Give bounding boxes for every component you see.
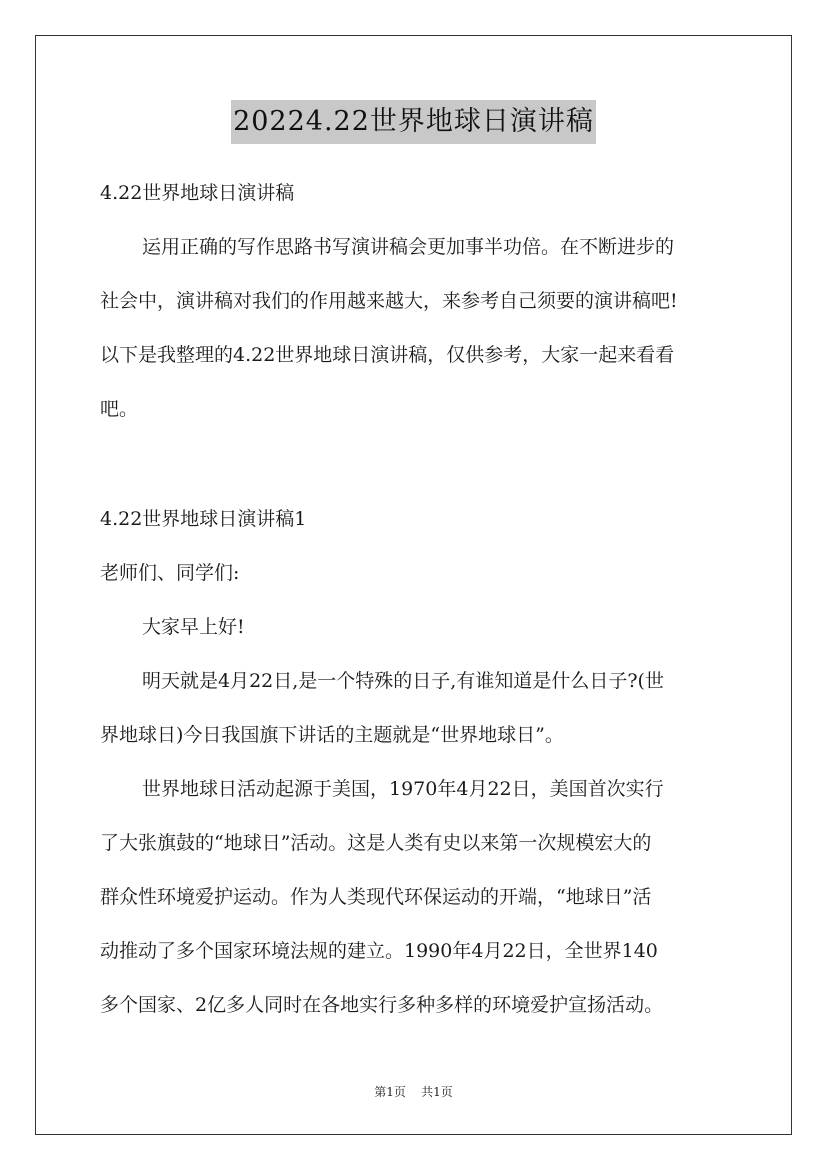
- paragraph-line: 群众性环境爱护运动。作为人类现代环保运动的开端，“地球日”活: [100, 886, 652, 908]
- paragraph-line: 多个国家、2亿多人同时在各地实行多种多样的环境爱护宣扬活动。: [100, 994, 664, 1016]
- paragraph-line: 世界地球日活动起源于美国，1970年4月22日，美国首次实行: [142, 778, 664, 800]
- title-container: [0, 100, 827, 144]
- paragraph-line: 以下是我整理的4.22世界地球日演讲稿，仅供参考，大家一起来看看: [100, 344, 675, 366]
- paragraph-line: 运用正确的写作思路书写演讲稿会更加事半功倍。在不断进步的: [142, 236, 675, 258]
- salutation: 老师们、同学们:: [100, 562, 240, 584]
- paragraph-line: 了大张旗鼓的“地球日”活动。这是人类有史以来第一次规模宏大的: [100, 832, 652, 854]
- page-number: 第1页: [374, 1085, 406, 1099]
- paragraph-line: 吧。: [100, 398, 139, 420]
- document-title: 20224.22世界地球日演讲稿: [231, 100, 596, 144]
- paragraph-line: 动推动了多个国家环境法规的建立。1990年4月22日，全世界140: [100, 940, 658, 962]
- greeting: 大家早上好!: [142, 616, 245, 638]
- paragraph-line: 界地球日)今日我国旗下讲话的主题就是“世界地球日”。: [100, 724, 564, 746]
- section-heading: 4.22世界地球日演讲稿1: [100, 508, 307, 530]
- paragraph-line: 社会中，演讲稿对我们的作用越来越大，来参考自己须要的演讲稿吧!: [100, 290, 678, 312]
- intro-heading: 4.22世界地球日演讲稿: [100, 182, 295, 204]
- page-total: 共1页: [421, 1085, 453, 1099]
- paragraph-line: 明天就是4月22日,是一个特殊的日子,有谁知道是什么日子?(世: [142, 670, 664, 692]
- page-footer: [0, 1083, 827, 1100]
